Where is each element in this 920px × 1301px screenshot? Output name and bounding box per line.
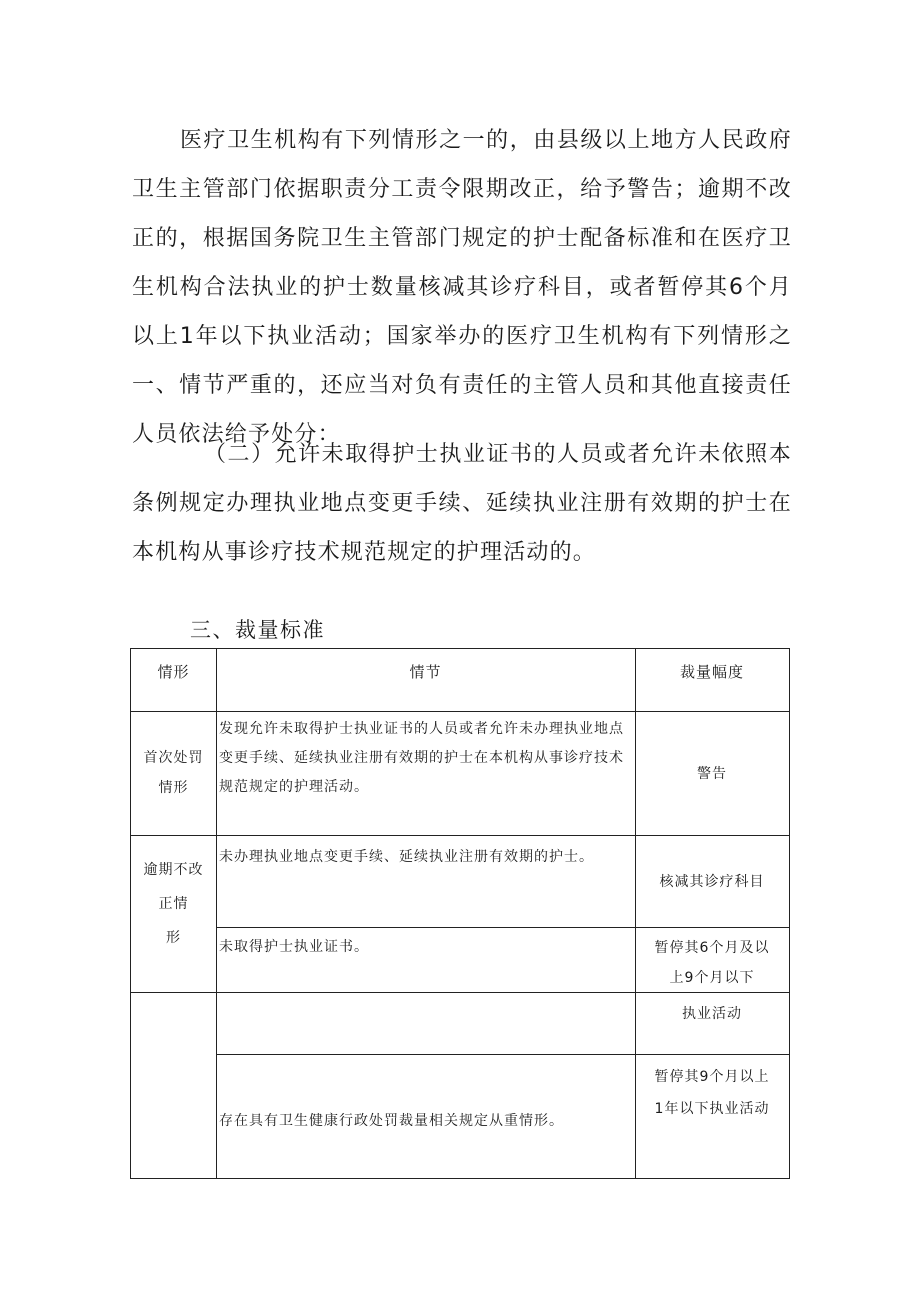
paragraph-item-two: （二）允许未取得护士执业证书的人员或者允许未依照本条例规定办理执业地点变更手续、延续执业注册有效期的护士在本机构从事诊疗技术规范规定的护理活动的。 bbox=[132, 442, 792, 565]
discretion-standards-table bbox=[130, 648, 790, 1179]
first-offense-label bbox=[131, 743, 216, 803]
overdue-range-reduce-scope: 核减其诊疗科目 bbox=[659, 874, 765, 890]
overdue-range-suspend-6-9 bbox=[635, 933, 789, 993]
table-divider bbox=[216, 1054, 789, 1055]
range-line: 暂停其6个月及以 bbox=[654, 940, 770, 956]
overdue-circumstance-aggravating: 存在具有卫生健康行政处罚裁量相关规定从重情形。 bbox=[219, 1113, 564, 1129]
header-circumstance: 情节 bbox=[409, 663, 442, 681]
overdue-label-line: 正情 bbox=[158, 896, 189, 912]
range-line: 上9个月以下 bbox=[669, 970, 755, 986]
overdue-range-suspend-9-12 bbox=[635, 1061, 789, 1125]
table-divider bbox=[131, 835, 789, 836]
header-range: 裁量幅度 bbox=[679, 663, 744, 681]
overdue-label bbox=[131, 853, 216, 955]
first-offense-circumstance: 发现允许未取得护士执业证书的人员或者允许未办理执业地点变更手续、延续执业注册有效期的护士在本机构从事诊疗技术规范规定的护理活动。 bbox=[219, 721, 624, 795]
range-line: 1年以下执业活动 bbox=[654, 1101, 770, 1117]
range-line: 暂停其9个月以上 bbox=[654, 1069, 770, 1085]
first-offense-range: 警告 bbox=[697, 766, 727, 782]
paragraph-penalty-provision: 医疗卫生机构有下列情形之一的，由县级以上地方人民政府卫生主管部门依据职责分工责令限期改正，给予警告；逾期不改正的，根据国务院卫生主管部门规定的护士配备标准和在医疗卫生机构合法执业的护士数量核减其诊疗科目，或者暂停其6个月以上1年以下执业活动；国家举办的医疗卫生机构有下列情形之一、情节严重的，还应当对负有责任的主管人员和其他直接责任人员依法给予处分： bbox=[132, 128, 792, 447]
overdue-circumstance-no-certificate: 未取得护士执业证书。 bbox=[219, 939, 369, 955]
table-divider bbox=[216, 927, 789, 928]
overdue-circumstance-registration: 未办理执业地点变更手续、延续执业注册有效期的护士。 bbox=[219, 849, 594, 865]
section-heading: 三、裁量标准 bbox=[190, 618, 325, 642]
overdue-label-line: 逾期不改 bbox=[143, 862, 204, 878]
first-offense-label-line: 情形 bbox=[158, 780, 189, 796]
table-divider bbox=[131, 711, 789, 712]
header-situation: 情形 bbox=[157, 663, 190, 681]
first-offense-label-line: 首次处罚 bbox=[143, 750, 204, 766]
overdue-range-practice-activity: 执业活动 bbox=[682, 1006, 742, 1022]
overdue-label-line: 形 bbox=[166, 930, 181, 946]
